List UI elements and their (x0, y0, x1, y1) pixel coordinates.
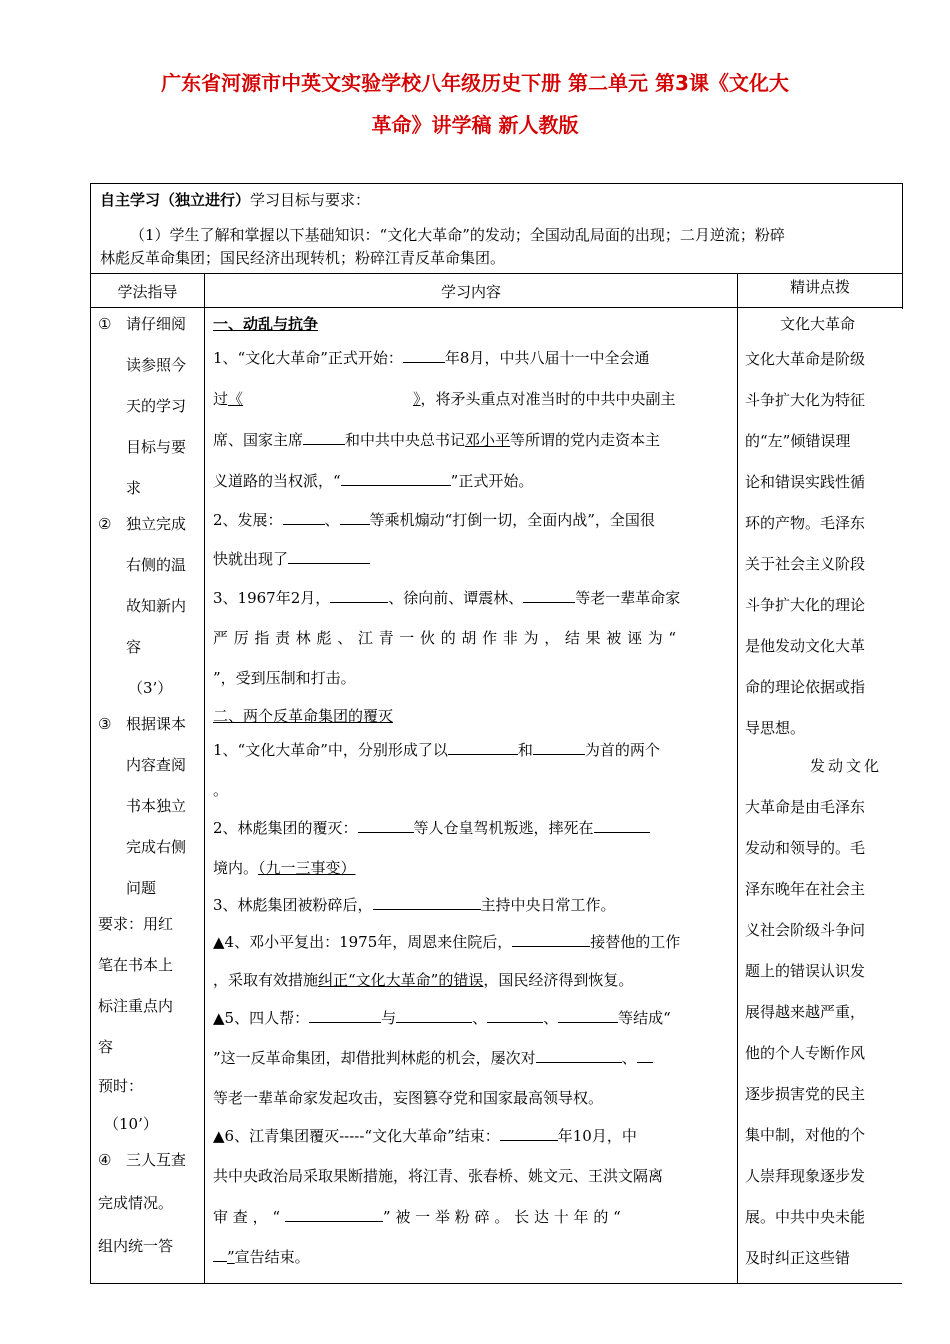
guide-line: 预时： (98, 1077, 144, 1095)
guide-line: （3’） (128, 679, 173, 697)
guide-line: 内容查阅 (126, 756, 187, 774)
header-row-bottom-border (90, 307, 902, 308)
content-line: ”这一反革命集团，却借批判林彪的机会，屡次对 、 (213, 1048, 653, 1068)
guide-line: ③ 根据课本 (98, 715, 187, 733)
content-line: 1、“文化大革命”中，分别形成了以 和 为首的两个 (213, 741, 660, 759)
content-line: 2、发展： 、 等乘机煽动“打倒一切，全面内战”，全国很 (213, 511, 655, 529)
content-line: 快就出现了 (213, 549, 370, 569)
notes-line: 及时纠正这些错 (745, 1249, 851, 1267)
guide-line: 要求：用红 (98, 915, 174, 933)
guide-line: （10’） (104, 1115, 158, 1133)
notes-line: 斗争扩大化为特征 (745, 391, 866, 409)
content-line: 严厉指责林彪、江青一伙的胡作非为，结果被诬为“ (213, 629, 682, 647)
content-line: 过《 》，将矛头重点对准当时的中共中央副主 (213, 390, 676, 408)
column-header-method: 学法指导 (117, 283, 178, 301)
notes-line: 逐步损害党的民主 (745, 1085, 866, 1103)
notes-line: 集中制，对他的个 (745, 1126, 866, 1144)
content-line: 等老一辈革命家发起攻击，妄图篡夺党和国家最高领导权。 (213, 1089, 604, 1107)
table-bottom-border (90, 1283, 902, 1284)
guide-line: ① 请仔细阅 (98, 315, 187, 333)
table-left-border (90, 183, 91, 1283)
content-line: ▲5、四人帮： 与 、 、 等结成“ (213, 1009, 671, 1027)
guide-line: 组内统一答 (98, 1237, 174, 1255)
notes-line: 文化大革命是阶级 (745, 350, 866, 368)
content-line: ，采取有效措施纠正“文化大革命”的错误，国民经济得到恢复。 (213, 971, 634, 989)
guide-line: 容 (98, 1038, 114, 1056)
content-line: ▲4、邓小平复出：1975年，周恩来住院后， 接替他的工作 (213, 933, 681, 951)
content-line: 。 (213, 781, 229, 799)
guide-line: 完成右侧 (126, 838, 187, 856)
guide-line: 天的学习 (126, 397, 187, 415)
header-row-top-border (90, 273, 902, 274)
content-line: 义道路的当权派，“ ”正式开始。 (213, 472, 534, 490)
notes-line: 人崇拜现象逐步发 (745, 1167, 866, 1185)
content-line: 席、国家主席 和中共中央总书记邓小平等所谓的党内走资本主 (213, 431, 661, 449)
intro-heading-bold: 自主学习（独立进行） (100, 191, 251, 209)
column-divider-1 (204, 273, 205, 1283)
notes-line: 环的产物。毛泽东 (745, 514, 866, 532)
guide-line: 书本独立 (126, 797, 187, 815)
guide-line: 读参照今 (126, 356, 187, 374)
guide-line: 故知新内 (126, 597, 187, 615)
guide-line: 标注重点内 (98, 997, 174, 1015)
section-title-turmoil: 一、动乱与抗争 (213, 315, 319, 333)
guide-line: 目标与要 (126, 438, 187, 456)
content-line: 境内。（九一三事变） (213, 859, 356, 877)
guide-line: ④ 三人互查 (98, 1151, 187, 1169)
guide-line: ② 独立完成 (98, 515, 187, 533)
content-line: 审查，“ ”被一举粉碎。长达十年的“ (213, 1208, 626, 1226)
content-line: 2、林彪集团的覆灭： 等人仓皇驾机叛逃，摔死在 (213, 818, 650, 838)
notes-line: 发动和领导的。毛 (745, 839, 866, 857)
intro-objective-line2: 林彪反革命集团；国民经济出现转机；粉碎江青反革命集团。 (100, 249, 506, 267)
notes-line: 义社会阶级斗争问 (745, 921, 866, 939)
content-line: 3、1967年2月， 、徐向前、谭震林、 等老一辈革命家 (213, 589, 681, 607)
content-line: ”宣告结束。 (213, 1247, 310, 1267)
guide-line: 问题 (126, 879, 157, 897)
notes-line: 大革命是由毛泽东 (745, 798, 866, 816)
notes-line: 的“左”倾错误理 (745, 432, 851, 450)
notes-line: 是他发动文化大革 (745, 637, 866, 655)
guide-line: 完成情况。 (98, 1194, 174, 1212)
guide-line: 笔在书本上 (98, 956, 174, 974)
intro-heading (100, 186, 895, 214)
content-line: ▲6、江青集团覆灭-----“文化大革命”结束： 年10月，中 (213, 1127, 637, 1145)
content-line: ”，受到压制和打击。 (213, 669, 356, 687)
notes-line: 文化大革命 (780, 315, 856, 333)
notes-line: 题上的错误认识发 (745, 962, 866, 980)
notes-line: 发动文化 (810, 757, 883, 775)
notes-line: 展。中共中央未能 (745, 1208, 866, 1226)
notes-line: 关于社会主义阶段 (745, 555, 866, 573)
content-line: 1、“文化大革命”正式开始： 年8月，中共八届十一中全会通 (213, 349, 650, 367)
intro-objective-line1: （1）学生了解和掌握以下基础知识：“文化大革命”的发动；全国动乱局面的出现；二月逆流；粉碎 (130, 226, 785, 244)
notes-line: 导思想。 (745, 719, 806, 737)
notes-line: 斗争扩大化的理论 (745, 596, 866, 614)
page-title-line1: 广东省河源市中英文实验学校八年级历史下册 第二单元 第3课《文化大 (161, 71, 789, 95)
notes-line: 展得越来越严重， (745, 1003, 866, 1021)
section-title-collapse: 二、两个反革命集团的覆灭 (213, 707, 394, 725)
notes-line: 命的理论依据或指 (745, 678, 866, 696)
notes-line: 论和错误实践性循 (745, 473, 866, 491)
table-right-border (902, 183, 903, 309)
column-divider-2 (737, 273, 738, 1283)
guide-line: 容 (126, 638, 142, 656)
column-header-notes: 精讲点拨 (789, 278, 850, 296)
column-header-content: 学习内容 (440, 283, 501, 301)
intro-heading-rest: 学习目标与要求： (250, 191, 371, 209)
page-title-line2: 革命》讲学稿 新人教版 (371, 113, 579, 137)
table-top-border (90, 183, 902, 184)
content-line: 共中央政治局采取果断措施，将江青、张春桥、姚文元、王洪文隔离 (213, 1167, 664, 1185)
guide-line: 右侧的温 (126, 556, 187, 574)
notes-line: 他的个人专断作风 (745, 1044, 866, 1062)
guide-line: 求 (126, 479, 142, 497)
notes-line: 泽东晚年在社会主 (745, 880, 866, 898)
content-line: 3、林彪集团被粉碎后， 主持中央日常工作。 (213, 896, 616, 914)
